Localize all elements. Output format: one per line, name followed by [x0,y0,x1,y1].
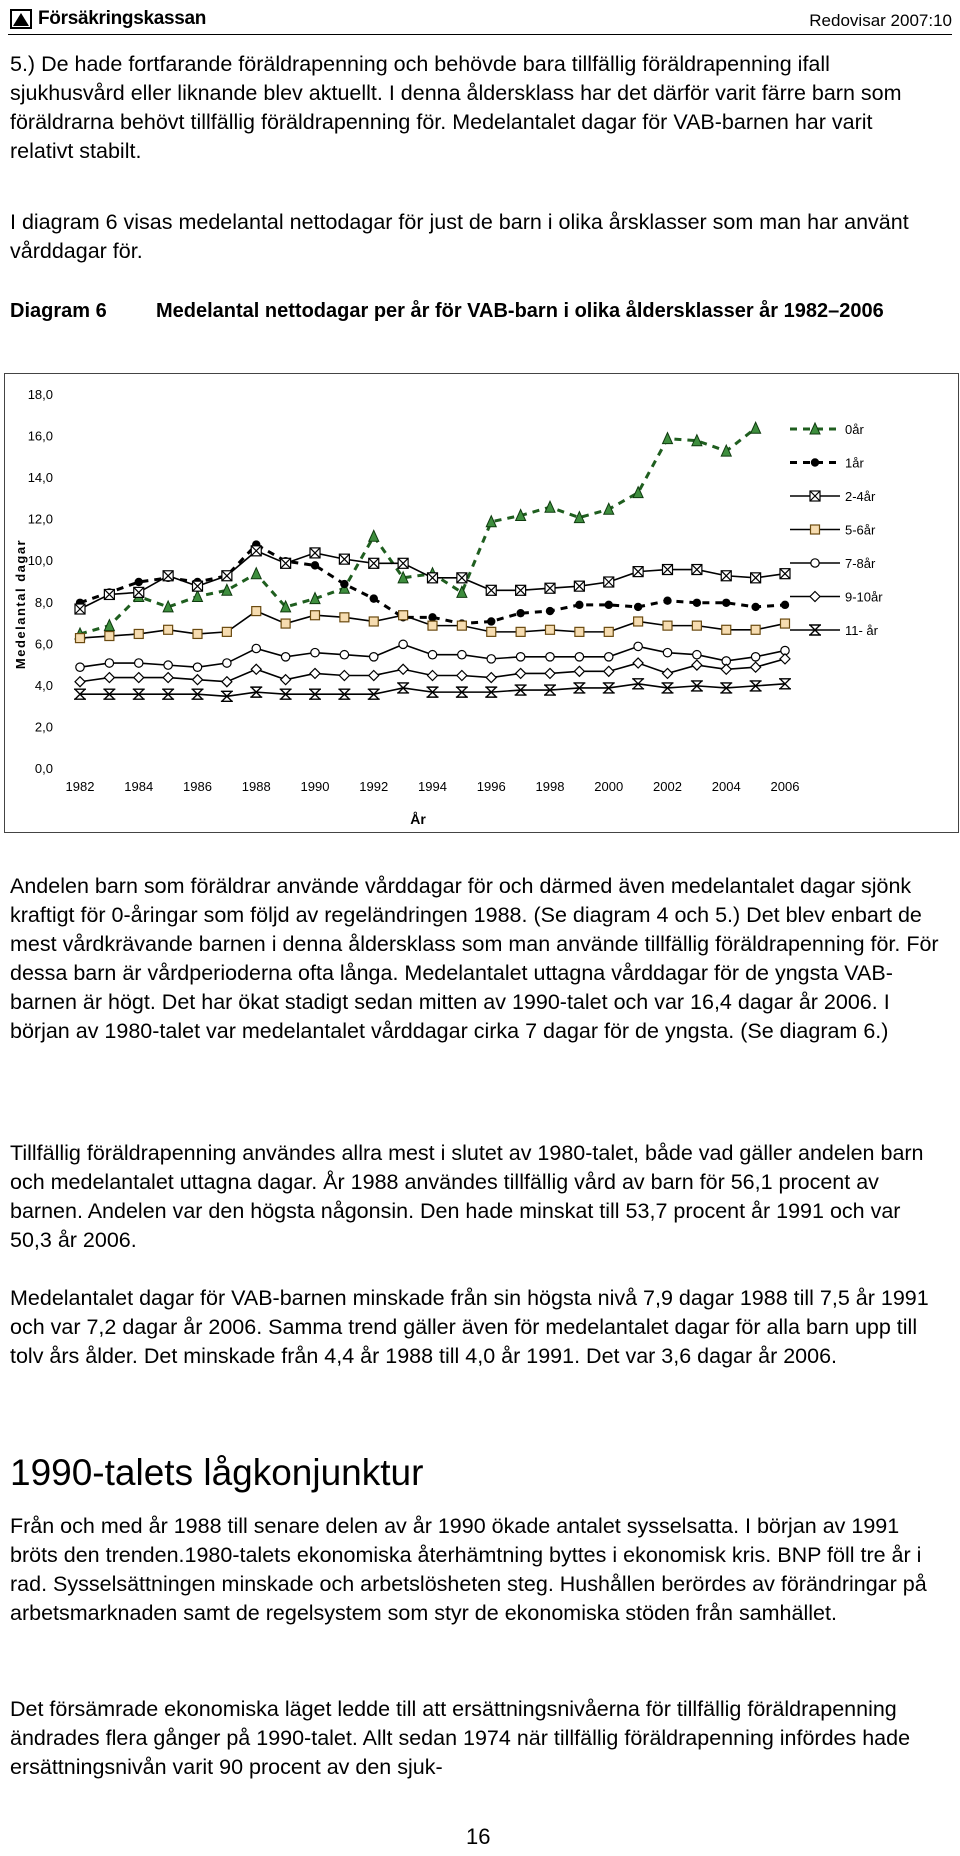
data-point [486,673,496,683]
data-point [398,558,408,568]
data-point [545,668,555,678]
data-point [428,621,437,630]
data-point [428,613,436,621]
data-point [134,673,144,683]
data-point [721,664,731,674]
data-point [663,668,673,678]
data-point [135,578,143,586]
y-tick-label: 16,0 [27,428,53,444]
data-point [104,673,114,683]
data-point [634,603,642,611]
x-tick-label: 1982 [65,779,95,794]
data-point [457,573,467,583]
y-tick-label: 2,0 [34,719,53,735]
data-point [604,666,614,676]
x-tick-label: 1992 [359,779,389,794]
line-chart [5,374,958,832]
x-tick-label: 2002 [653,779,682,794]
legend-marker [810,592,820,602]
logo-text: Försäkringskassan [38,8,207,29]
data-point [663,597,671,605]
x-tick-label: 1998 [535,779,565,794]
data-point [164,625,173,634]
x-tick-label: 1990 [300,779,330,794]
y-tick-label: 0,0 [34,761,53,776]
data-point [310,668,320,678]
data-point [428,573,438,583]
data-point [751,422,761,433]
series-line [80,684,785,696]
data-point [721,571,731,581]
y-tick-label: 4,0 [34,677,53,693]
data-point [164,661,172,669]
data-point [399,640,407,648]
page-header [8,4,952,35]
data-point [751,603,759,611]
data-point [574,581,584,591]
data-point [193,591,203,602]
data-point [457,671,467,681]
x-tick-label: 2000 [594,779,624,794]
data-point [487,627,496,636]
paragraph-3: Andelen barn som föräldrar använde vårddagar för och därmed även medelantalet dagar sjönk kraftigt för 0-åringar som följd av regeländringen 1988. (Se diagram 4 och 5.) Det blev enbart de mest vårdkrävande barnen i denna åldersklass som man använde tillfällig föräldrapenning för. För dessa barn är vårdperioderna ofta långa. Medelantalet uttagna vårddagar för de yngsta VAB-barnen är högt. Det har ökat stadigt sedan mitten av 1990-talet och var 16,4 dagar år 2006. I början av 1980-talet var medelantalet vårddagar cirka 7 dagar för de yngsta. (Se diagram 6.) [10,874,939,1043]
data-point [692,565,702,575]
data-point [134,629,143,638]
data-point [252,644,260,652]
data-point [780,654,790,664]
data-point [487,617,495,625]
data-point [751,653,759,661]
data-point [369,671,379,681]
data-point [163,673,173,683]
legend-marker [810,491,820,501]
data-point [75,677,85,687]
data-point [722,625,731,634]
paragraph-5: Medelantalet dagar för VAB-barnen minskade från sin högsta nivå 7,9 dagar 1988 till 7,5 år 1991 och var 7,2 dagar år 2006. Samma trend gäller även för medelantalet dagar för alla barn upp till tolv års ålder. Det minskade från 4,4 år 1988 till 4,0 år 1991. Det var 3,6 dagar år 2006. [10,1286,929,1368]
data-point [575,653,583,661]
legend-label: 1år [845,455,864,471]
data-point [369,617,378,626]
data-point [575,627,584,636]
data-point [76,663,84,671]
data-point [340,580,348,588]
data-point [604,577,614,587]
data-point [105,632,114,641]
y-tick-label: 10,0 [27,553,53,569]
data-point [663,565,673,575]
data-point [339,671,349,681]
legend-label: 9-10år [845,589,883,605]
legend-label: 2-4år [845,489,876,504]
data-point [604,627,613,636]
x-tick-label: 2006 [770,779,800,794]
data-point [663,621,672,630]
data-point [546,607,554,615]
data-point [369,530,379,541]
legend-marker [811,458,819,466]
data-point [605,653,613,661]
data-point [399,611,408,620]
data-point [222,571,232,581]
data-point [135,659,143,667]
data-point [546,625,555,634]
diagram-label: Diagram 6 [10,300,107,322]
data-point [428,651,436,659]
y-axis-label: Medelantal dagar [13,538,28,670]
data-point [370,594,378,602]
data-point [486,585,496,595]
legend-label: 7-8år [845,556,876,571]
data-point [251,546,261,556]
x-tick-label: 1988 [241,779,271,794]
data-point [722,599,730,607]
data-point [310,548,320,558]
data-point [311,561,319,569]
data-point [163,571,173,581]
data-point [193,675,203,685]
data-point [311,648,319,656]
data-point [340,613,349,622]
legend-marker [811,525,820,534]
data-point [311,611,320,620]
x-tick-label: 1984 [124,779,154,794]
data-point [105,659,113,667]
data-point [193,629,202,638]
data-point [340,651,348,659]
page-number: 16 [466,1824,491,1849]
legend-label: 0år [845,422,864,437]
data-point [516,653,524,661]
data-point [193,581,203,591]
data-point [516,668,526,678]
data-point [693,599,701,607]
data-point [692,621,701,630]
paragraph-2: I diagram 6 visas medelantal nettodagar för just de barn i olika årsklasser som man har använt vårddagar för. [10,210,909,263]
data-point [721,445,731,456]
x-tick-label: 2004 [711,779,741,794]
data-point [281,675,291,685]
chart-frame [4,373,959,833]
data-point [605,601,613,609]
data-point [693,651,701,659]
data-point [516,585,526,595]
data-point [516,609,524,617]
y-tick-label: 14,0 [27,470,53,486]
data-point [663,648,671,656]
data-point [281,619,290,628]
data-point [104,589,114,599]
data-point [751,662,761,672]
data-point [75,604,85,614]
data-point [575,601,583,609]
x-tick-label: 1996 [476,779,506,794]
data-point [692,660,702,670]
data-point [457,621,466,630]
data-point [546,653,554,661]
data-point [193,663,201,671]
data-point [516,627,525,636]
legend-label: 5-6år [845,522,876,538]
data-point [252,607,261,616]
data-point [751,573,761,583]
data-point [398,664,408,674]
data-point [633,567,643,577]
data-point [281,558,291,568]
logo-icon [10,9,32,29]
x-axis-label: År [410,811,426,827]
logo [10,8,206,30]
data-point [634,617,643,626]
paragraph-1: 5.) De hade fortfarande föräldrapenning och behövde bara tillfällig föräldrapenning ifall sjukhusvård eller liknande blev aktuellt. I denna åldersklass har det därför varit färre barn som föräldrarna behövt tillfällig föräldrapenning för. Medelantalet dagar för VAB-barnen har varit relativt stabilt. [10,52,902,163]
data-point [633,658,643,668]
series-line [80,545,785,624]
data-point [251,664,261,674]
paragraph-6: Från och med år 1988 till senare delen av år 1990 ökade antalet sysselsatta. I början av 1991 bröts den trenden.1980-talets ekonomiska återhämtning byttes i ekonomisk kris. BNP föll tre år i rad. Sysselsättningen minskade och arbetslösheten steg. Hushållen berördes av förändringar på arbetsmarknaden samt de regelsystem som styr de ekonomiska stöden från samhället. [10,1514,927,1625]
data-point [134,587,144,597]
data-point [545,583,555,593]
diagram-title: Medelantal nettodagar per år för VAB-barn i olika åldersklasser år 1982–2006 [156,300,884,322]
y-tick-label: 12,0 [27,511,53,527]
data-point [458,651,466,659]
paragraph-4: Tillfällig föräldrapenning användes allra mest i slutet av 1980-talet, både vad gäller andelen barn och medelantalet uttagna dagar. År 1988 användes tillfällig vård av barn för 56,1 procent av barnen. Andelen var den högsta någonsin. Den hade minskat till 53,7 procent år 1991 och var 50,3 år 2006. [10,1141,924,1252]
paragraph-7: Det försämrade ekonomiska läget ledde till att ersättningsnivåerna för tillfällig föräldrapenning ändrades flera gånger på 1990-talet. Allt sedan 1974 när tillfällig föräldrapenning infördes hade ersättningsnivån varit 90 procent av den sjuk- [10,1697,911,1779]
legend-marker [811,559,819,567]
data-point [222,627,231,636]
data-point [457,586,467,597]
data-point [428,671,438,681]
data-point [780,569,790,579]
data-point [370,653,378,661]
data-point [281,653,289,661]
section-heading: 1990-talets lågkonjunktur [10,1452,424,1493]
report-number: Redovisar 2007:10 [809,11,952,30]
data-point [663,433,673,444]
data-point [487,655,495,663]
data-point [574,666,584,676]
data-point [369,558,379,568]
y-tick-label: 6,0 [34,636,53,652]
data-point [339,554,349,564]
data-point [751,625,760,634]
data-point [251,568,261,579]
data-point [76,634,85,643]
data-point [634,642,642,650]
legend-label: 11- år [845,623,878,638]
y-tick-label: 8,0 [34,594,53,610]
data-point [781,619,790,628]
data-point [781,601,789,609]
x-tick-label: 1986 [183,779,212,794]
x-tick-label: 1994 [418,779,447,794]
data-point [222,677,232,687]
data-point [223,659,231,667]
y-tick-label: 18,0 [27,387,53,402]
